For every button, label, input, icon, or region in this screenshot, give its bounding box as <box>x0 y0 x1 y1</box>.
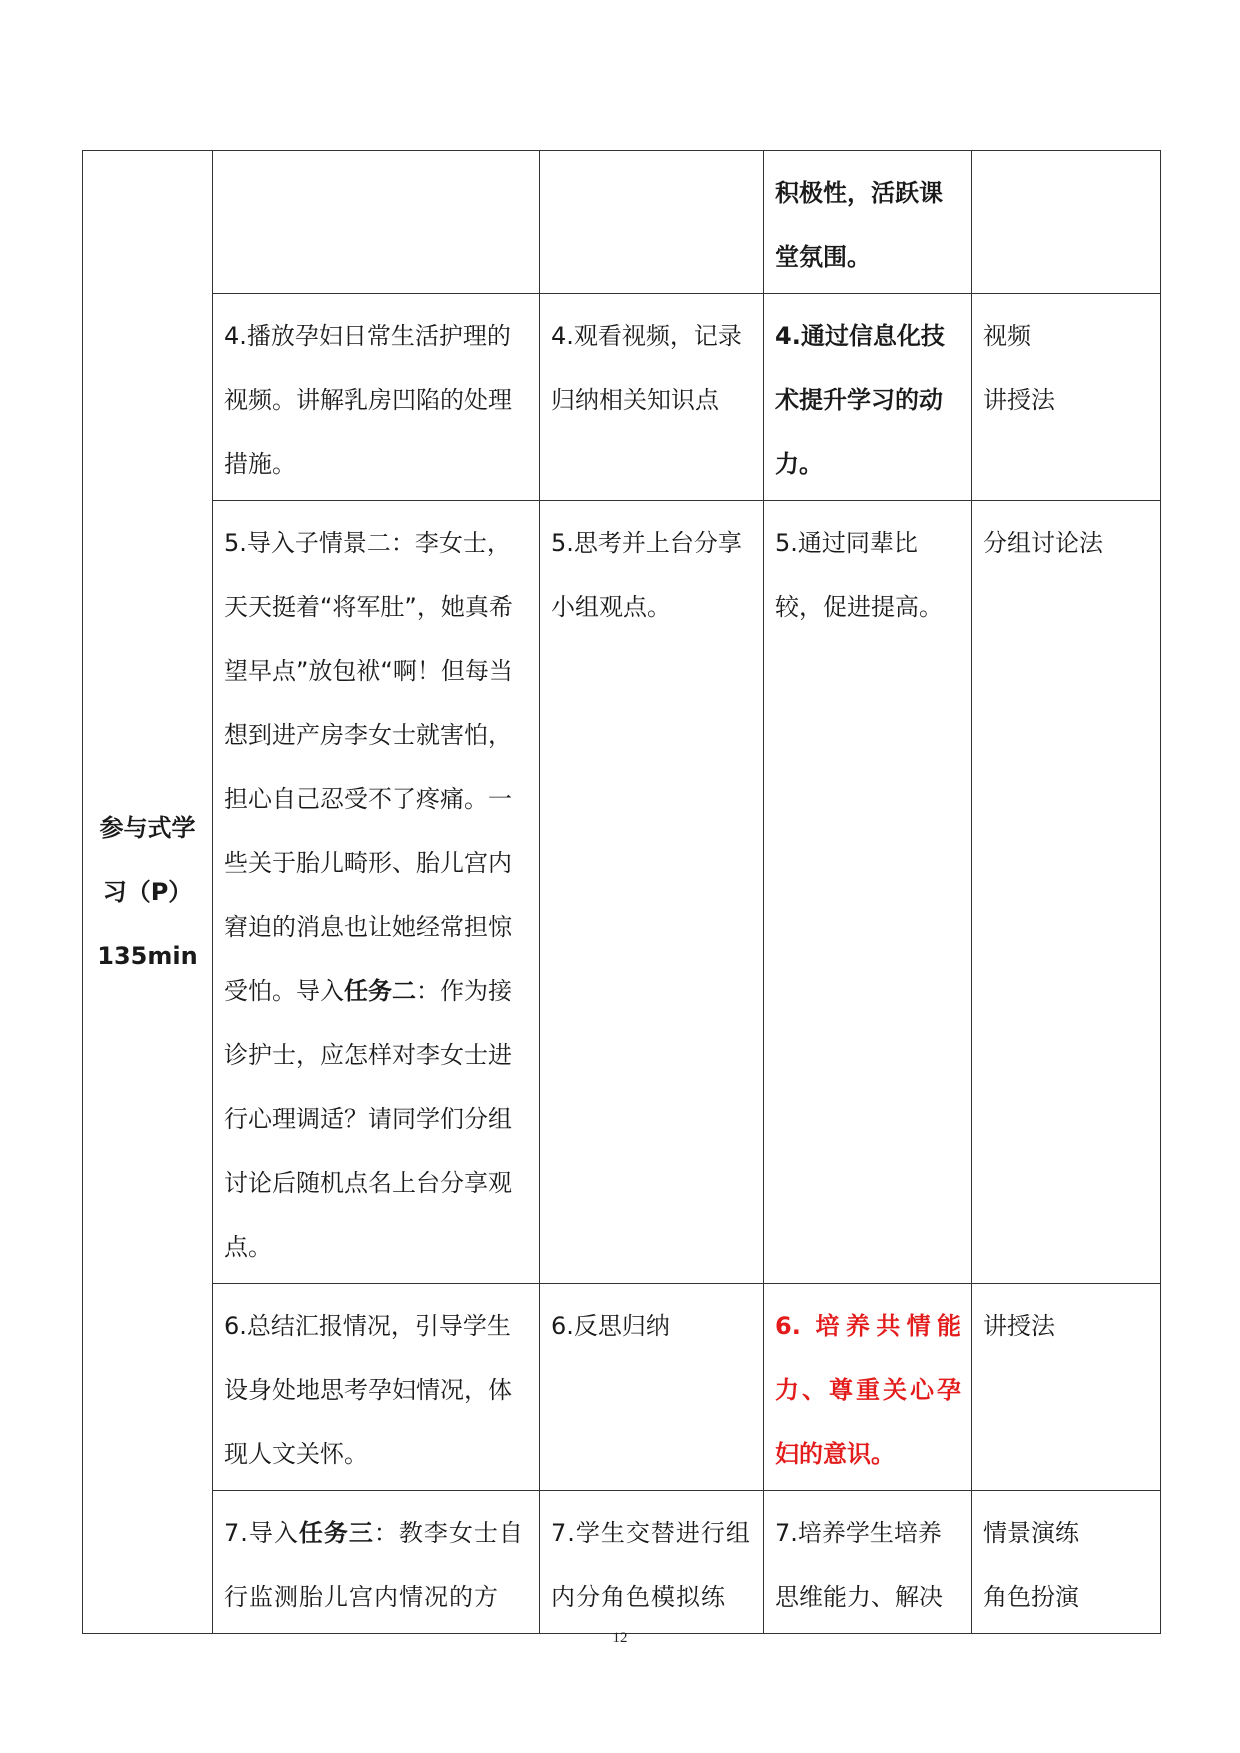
table-row <box>83 1284 1161 1491</box>
teacher-activity-cell <box>213 151 540 294</box>
method-cell: 讲授法 <box>972 1284 1161 1491</box>
method-item: 情景演练 <box>983 1519 1079 1547</box>
stage-label-line2: 习（P） <box>102 878 193 906</box>
method-item: 角色扮演 <box>983 1583 1079 1611</box>
teacher-activity-cell <box>213 501 540 1284</box>
student-activity-cell: 7.学生交替进行组内分角色模拟练 <box>540 1491 764 1634</box>
stage-duration: 135min <box>97 942 198 970</box>
teacher-text: 5.导入子情景二：李女士，天天挺着“将军肚”，她真希望早点”放包袱“啊！但每当想到进产房李女士就害怕，担心自己忍受不了疼痛。一些关于胎儿畸形、胎儿宫内窘迫的消息也让她经常担惊受怕。导入 <box>224 529 513 1005</box>
teacher-text: ：作为接诊护士，应怎样对李女士进行心理调适？请同学们分组讨论后随机点名上台分享观点。 <box>224 977 512 1261</box>
design-intent-cell: 7.培养学生培养思维能力、解决 <box>764 1491 972 1634</box>
teacher-text: ：教李女士自行监测胎儿宫内情况的方 <box>224 1519 524 1611</box>
stage-label-line1: 参与式学 <box>99 814 196 842</box>
lesson-plan-table <box>82 150 1161 1634</box>
student-activity-cell: 5.思考并上台分享小组观点。 <box>540 501 764 1284</box>
task-label: 任务二 <box>344 977 416 1005</box>
table-row <box>83 151 1161 294</box>
method-cell <box>972 151 1161 294</box>
student-activity-cell: 6.反思归纳 <box>540 1284 764 1491</box>
method-cell <box>972 294 1161 501</box>
method-item: 讲授法 <box>983 386 1055 414</box>
stage-cell <box>83 151 213 1634</box>
design-intent-cell: 4.通过信息化技术提升学习的动力。 <box>764 294 972 501</box>
page-number: 12 <box>612 1630 628 1646</box>
design-intent-cell: 积极性，活跃课堂氛围。 <box>764 151 972 294</box>
design-intent-cell: 6. 培养共情能力、尊重关心孕妇的意识。 <box>764 1284 972 1491</box>
method-cell <box>972 1491 1161 1634</box>
student-activity-cell <box>540 151 764 294</box>
method-cell: 分组讨论法 <box>972 501 1161 1284</box>
task-label: 任务三 <box>298 1519 374 1547</box>
teacher-activity-cell <box>213 1491 540 1634</box>
teacher-activity-cell: 6.总结汇报情况，引导学生设身处地思考孕妇情况，体现人文关怀。 <box>213 1284 540 1491</box>
teacher-activity-cell: 4.播放孕妇日常生活护理的视频。讲解乳房凹陷的处理措施。 <box>213 294 540 501</box>
table-row <box>83 294 1161 501</box>
table-row <box>83 501 1161 1284</box>
student-activity-cell: 4.观看视频，记录归纳相关知识点 <box>540 294 764 501</box>
design-intent-cell: 5.通过同辈比较，促进提高。 <box>764 501 972 1284</box>
teacher-text: 7.导入 <box>224 1519 299 1547</box>
table-row <box>83 1491 1161 1634</box>
method-item: 视频 <box>983 322 1031 350</box>
